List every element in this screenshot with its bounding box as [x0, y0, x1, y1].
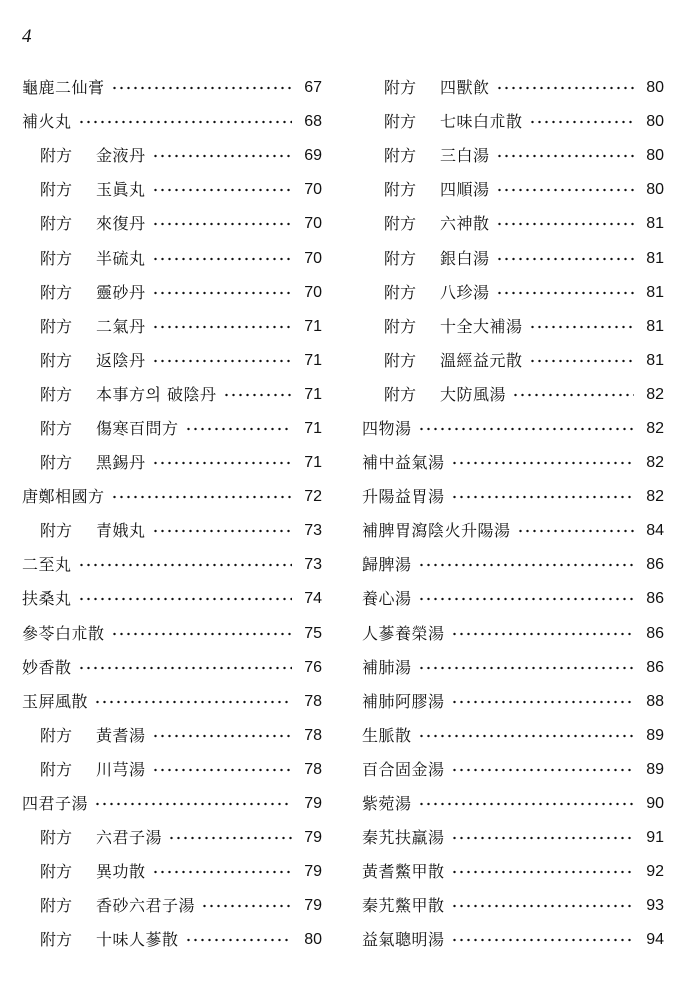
entry-title: 四物湯 [362, 418, 412, 438]
toc-entry [362, 480, 664, 514]
entry-prefix: 附方 [40, 180, 73, 200]
dot-leader [529, 325, 634, 329]
entry-page-number: 71 [304, 385, 322, 403]
entry-prefix: 附方 [40, 384, 73, 404]
toc-entry [362, 173, 664, 207]
entry-title: 香砂六君子湯 [96, 896, 196, 916]
entry-title: 補肺湯 [362, 657, 412, 677]
dot-leader [152, 734, 292, 738]
entry-title: 唐鄭相國方 [22, 487, 105, 507]
entry-page-number: 86 [646, 624, 664, 642]
entry-title: 大防風湯 [440, 384, 507, 404]
entry-page-number: 80 [646, 113, 664, 131]
entry-page-number: 79 [304, 795, 322, 813]
entry-page-number: 78 [304, 726, 322, 744]
toc-entry [362, 514, 664, 548]
entry-page-number: 78 [304, 692, 322, 710]
entry-title: 參苓白朮散 [22, 623, 105, 643]
toc-entry [362, 446, 664, 480]
toc-entry [362, 923, 664, 957]
toc-entry [22, 412, 322, 446]
entry-title: 黃耆湯 [96, 725, 146, 745]
entry-prefix: 附方 [40, 248, 73, 268]
toc-entry [22, 514, 322, 548]
toc-entry [22, 821, 322, 855]
entry-title: 龜鹿二仙膏 [22, 78, 105, 98]
entry-page-number: 73 [304, 522, 322, 540]
toc-entry [22, 276, 322, 310]
entry-prefix: 附方 [384, 350, 417, 370]
toc-entry [22, 855, 322, 889]
entry-page-number: 79 [304, 897, 322, 915]
dot-leader [185, 427, 292, 431]
dot-leader [201, 904, 292, 908]
entry-prefix: 附方 [40, 214, 73, 234]
entry-page-number: 71 [304, 351, 322, 369]
entry-title: 十全大補湯 [440, 316, 523, 336]
entry-title: 四順湯 [440, 180, 490, 200]
dot-leader [152, 257, 292, 261]
dot-leader [418, 563, 634, 567]
entry-prefix: 附方 [40, 418, 73, 438]
toc-entry [362, 719, 664, 753]
toc-entry [22, 241, 322, 275]
entry-prefix: 附方 [40, 759, 73, 779]
entry-prefix: 附方 [40, 828, 73, 848]
toc-entry [362, 617, 664, 651]
entry-page-number: 70 [304, 249, 322, 267]
entry-title: 二氣丹 [96, 316, 146, 336]
dot-leader [152, 291, 292, 295]
toc-entry [362, 344, 664, 378]
entry-title: 百合固金湯 [362, 759, 445, 779]
dot-leader [529, 120, 634, 124]
dot-leader [451, 461, 634, 465]
toc-entry [22, 207, 322, 241]
entry-title: 傷寒百問方 [96, 418, 179, 438]
toc-entry [362, 889, 664, 923]
dot-leader [78, 120, 292, 124]
entry-page-number: 89 [646, 726, 664, 744]
entry-title: 八珍湯 [440, 282, 490, 302]
entry-title: 黑錫丹 [96, 453, 146, 473]
entry-page-number: 82 [646, 454, 664, 472]
entry-page-number: 82 [646, 419, 664, 437]
dot-leader [496, 86, 634, 90]
page-number: 4 [22, 26, 32, 47]
dot-leader [496, 154, 634, 158]
entry-title: 秦艽鱉甲散 [362, 896, 445, 916]
entry-title: 金液丹 [96, 146, 146, 166]
dot-leader [512, 393, 634, 397]
entry-page-number: 80 [646, 147, 664, 165]
entry-prefix: 附方 [40, 350, 73, 370]
toc-entry [22, 378, 322, 412]
dot-leader [418, 802, 634, 806]
dot-leader [418, 427, 634, 431]
entry-prefix: 附方 [40, 453, 73, 473]
toc-entry [22, 719, 322, 753]
entry-title: 玉屛風散 [22, 691, 89, 711]
entry-page-number: 68 [304, 113, 322, 131]
dot-leader [451, 870, 634, 874]
dot-leader [152, 359, 292, 363]
toc-entry [362, 651, 664, 685]
entry-page-number: 80 [304, 931, 322, 949]
entry-title: 紫菀湯 [362, 794, 412, 814]
dot-leader [152, 461, 292, 465]
entry-prefix: 附方 [40, 862, 73, 882]
entry-page-number: 75 [304, 624, 322, 642]
dot-leader [78, 666, 292, 670]
entry-title: 補脾胃瀉陰火升陽湯 [362, 521, 511, 541]
dot-leader [152, 188, 292, 192]
entry-prefix: 附方 [40, 316, 73, 336]
entry-title: 十味人蔘散 [96, 930, 179, 950]
dot-leader [94, 700, 292, 704]
entry-prefix: 附方 [40, 521, 73, 541]
entry-title: 二至丸 [22, 555, 72, 575]
entry-title: 玉眞丸 [96, 180, 146, 200]
dot-leader [418, 734, 634, 738]
entry-page-number: 79 [304, 863, 322, 881]
entry-title: 歸脾湯 [362, 555, 412, 575]
entry-page-number: 82 [646, 488, 664, 506]
dot-leader [451, 836, 634, 840]
dot-leader [496, 257, 634, 261]
entry-prefix: 附方 [384, 248, 417, 268]
entry-title: 半硫丸 [96, 248, 146, 268]
entry-prefix: 附方 [40, 725, 73, 745]
entry-title: 補火丸 [22, 112, 72, 132]
entry-title: 六君子湯 [96, 828, 163, 848]
entry-prefix: 附方 [384, 384, 417, 404]
dot-leader [152, 529, 292, 533]
entry-title: 升陽益胃湯 [362, 487, 445, 507]
toc-entry [362, 582, 664, 616]
entry-page-number: 70 [304, 215, 322, 233]
dot-leader [111, 632, 292, 636]
entry-page-number: 76 [304, 658, 322, 676]
entry-title: 四君子湯 [22, 794, 89, 814]
dot-leader [451, 938, 634, 942]
toc-entry [22, 310, 322, 344]
entry-title: 四獸飮 [440, 78, 490, 98]
entry-page-number: 74 [304, 590, 322, 608]
entry-title: 川芎湯 [96, 759, 146, 779]
entry-page-number: 86 [646, 590, 664, 608]
toc-entry [362, 753, 664, 787]
toc-entry [362, 787, 664, 821]
toc-entry [362, 378, 664, 412]
entry-page-number: 89 [646, 760, 664, 778]
entry-title: 生脈散 [362, 725, 412, 745]
toc-entry [362, 855, 664, 889]
dot-leader [451, 904, 634, 908]
toc-entry [22, 923, 322, 957]
entry-title: 扶桑丸 [22, 589, 72, 609]
entry-title: 來復丹 [96, 214, 146, 234]
toc-entry [362, 685, 664, 719]
dot-leader [496, 222, 634, 226]
toc-entry [22, 685, 322, 719]
entry-title: 靈砂丹 [96, 282, 146, 302]
toc-entry [22, 139, 322, 173]
entry-page-number: 88 [646, 692, 664, 710]
entry-page-number: 86 [646, 658, 664, 676]
entry-page-number: 72 [304, 488, 322, 506]
entry-page-number: 70 [304, 283, 322, 301]
entry-title: 黃耆鱉甲散 [362, 862, 445, 882]
toc-entry [22, 651, 322, 685]
entry-page-number: 81 [646, 317, 664, 335]
entry-title: 益氣聰明湯 [362, 930, 445, 950]
entry-title: 青娥丸 [96, 521, 146, 541]
entry-title: 七味白朮散 [440, 112, 523, 132]
dot-leader [496, 291, 634, 295]
entry-page-number: 93 [646, 897, 664, 915]
entry-prefix: 附方 [384, 282, 417, 302]
entry-page-number: 80 [646, 79, 664, 97]
entry-title: 養心湯 [362, 589, 412, 609]
entry-title: 人蔘養榮湯 [362, 623, 445, 643]
toc-entry [22, 344, 322, 378]
dot-leader [94, 802, 292, 806]
entry-page-number: 79 [304, 829, 322, 847]
entry-page-number: 71 [304, 454, 322, 472]
entry-title: 銀白湯 [440, 248, 490, 268]
dot-leader [111, 495, 292, 499]
entry-prefix: 附方 [384, 180, 417, 200]
dot-leader [418, 666, 634, 670]
toc-entry [22, 173, 322, 207]
dot-leader [152, 222, 292, 226]
entry-prefix: 附方 [384, 214, 417, 234]
dot-leader [496, 188, 634, 192]
dot-leader [451, 632, 634, 636]
toc-right-column [362, 71, 664, 957]
entry-page-number: 81 [646, 249, 664, 267]
entry-page-number: 70 [304, 181, 322, 199]
toc-entry [362, 310, 664, 344]
entry-title: 返陰丹 [96, 350, 146, 370]
dot-leader [223, 393, 292, 397]
toc-entry [22, 548, 322, 582]
toc-entry [362, 139, 664, 173]
entry-page-number: 81 [646, 215, 664, 233]
toc-entry [22, 787, 322, 821]
entry-title: 三白湯 [440, 146, 490, 166]
toc-entry [22, 105, 322, 139]
toc-entry [22, 582, 322, 616]
dot-leader [529, 359, 634, 363]
entry-prefix: 附方 [40, 146, 73, 166]
entry-title: 本事方의 破陰丹 [96, 384, 217, 404]
toc-entry [362, 105, 664, 139]
entry-title: 補肺阿膠湯 [362, 691, 445, 711]
toc-entry [362, 207, 664, 241]
entry-prefix: 附方 [384, 316, 417, 336]
dot-leader [517, 529, 634, 533]
entry-page-number: 92 [646, 863, 664, 881]
dot-leader [111, 86, 292, 90]
entry-page-number: 78 [304, 760, 322, 778]
entry-page-number: 71 [304, 419, 322, 437]
entry-page-number: 71 [304, 317, 322, 335]
dot-leader [152, 154, 292, 158]
entry-prefix: 附方 [384, 112, 417, 132]
entry-prefix: 附方 [40, 896, 73, 916]
entry-page-number: 86 [646, 556, 664, 574]
entry-prefix: 附方 [384, 146, 417, 166]
entry-title: 補中益氣湯 [362, 453, 445, 473]
dot-leader [152, 768, 292, 772]
entry-title: 秦艽扶羸湯 [362, 828, 445, 848]
toc-entry [362, 548, 664, 582]
dot-leader [451, 768, 634, 772]
entry-page-number: 82 [646, 385, 664, 403]
entry-title: 異功散 [96, 862, 146, 882]
toc-left-column [22, 71, 322, 957]
toc-entry [22, 446, 322, 480]
toc-entry [362, 821, 664, 855]
entry-page-number: 81 [646, 351, 664, 369]
dot-leader [152, 870, 292, 874]
entry-page-number: 69 [304, 147, 322, 165]
entry-prefix: 附方 [384, 78, 417, 98]
entry-page-number: 81 [646, 283, 664, 301]
toc-entry [362, 412, 664, 446]
dot-leader [168, 836, 292, 840]
entry-page-number: 94 [646, 931, 664, 949]
toc-entry [362, 276, 664, 310]
dot-leader [78, 563, 292, 567]
dot-leader [185, 938, 292, 942]
toc-entry [22, 71, 322, 105]
toc-entry [362, 71, 664, 105]
entry-page-number: 80 [646, 181, 664, 199]
toc-entry [22, 480, 322, 514]
entry-page-number: 84 [646, 522, 664, 540]
dot-leader [451, 495, 634, 499]
dot-leader [152, 325, 292, 329]
dot-leader [451, 700, 634, 704]
entry-page-number: 73 [304, 556, 322, 574]
toc-entry [362, 241, 664, 275]
entry-title: 溫經益元散 [440, 350, 523, 370]
entry-page-number: 91 [646, 829, 664, 847]
entry-title: 妙香散 [22, 657, 72, 677]
entry-prefix: 附方 [40, 930, 73, 950]
entry-title: 六神散 [440, 214, 490, 234]
dot-leader [418, 597, 634, 601]
dot-leader [78, 597, 292, 601]
entry-page-number: 90 [646, 795, 664, 813]
toc-entry [22, 753, 322, 787]
entry-prefix: 附方 [40, 282, 73, 302]
toc-entry [22, 617, 322, 651]
entry-page-number: 67 [304, 79, 322, 97]
toc-entry [22, 889, 322, 923]
